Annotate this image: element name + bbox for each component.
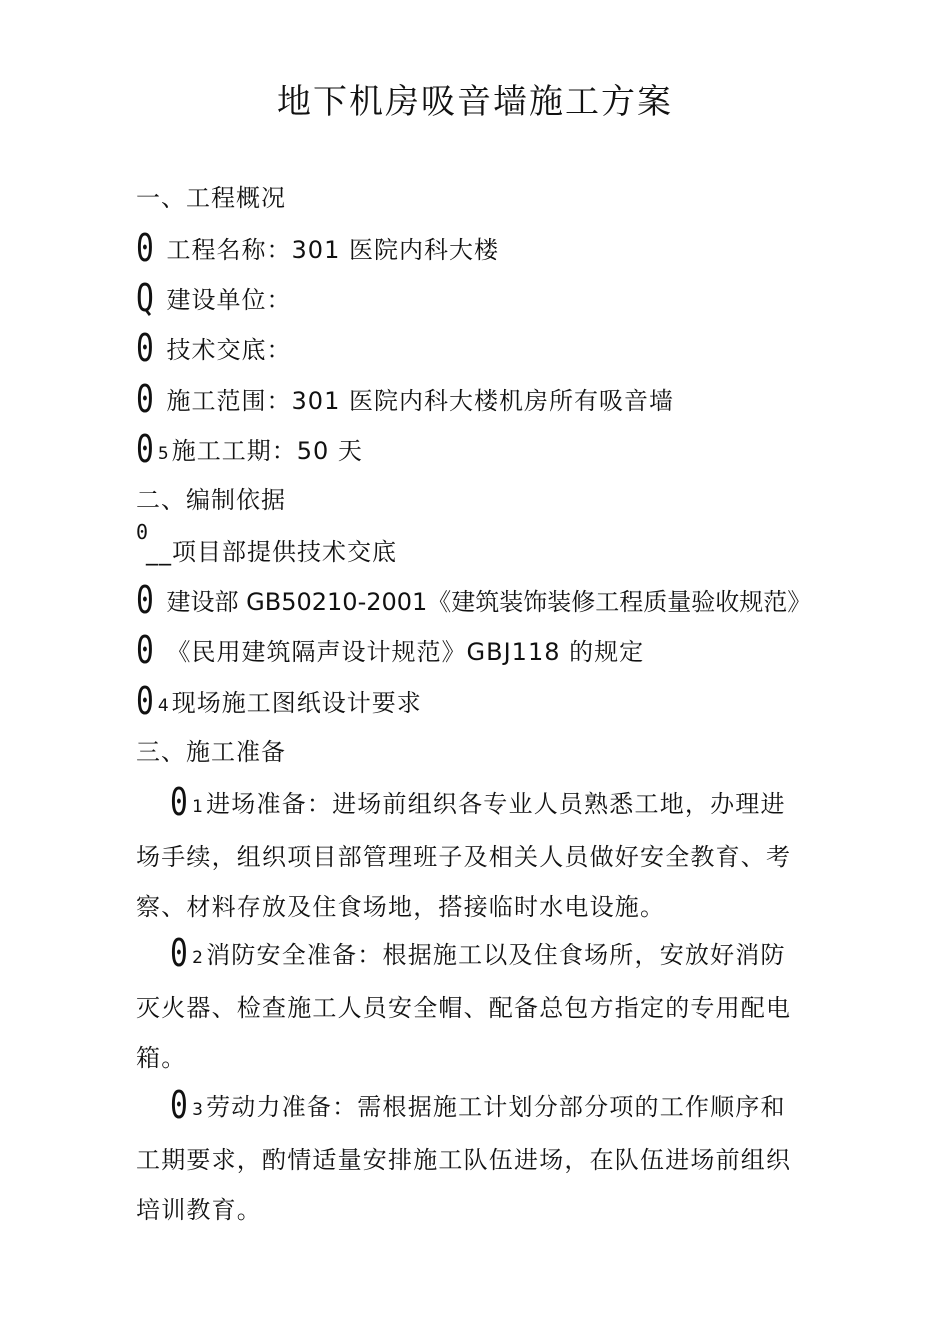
item-number: 2 (192, 948, 205, 968)
paragraph-text: 消防安全准备：根据施工以及住食场所，安放好消防灭火器、检查施工人员安全帽、配备总包方指定的专用配电箱。 (136, 941, 792, 1072)
list-item (136, 578, 812, 622)
item-number: 3 (192, 1100, 205, 1120)
item-marker: 0 (136, 628, 155, 672)
item-marker: 0 (136, 679, 155, 723)
small-marker: 0 (136, 520, 149, 544)
section-3-heading: 三、施工准备 (136, 738, 286, 766)
item-marker: Q (136, 276, 155, 320)
list-item (136, 377, 674, 421)
item-marker: 0 (170, 1083, 189, 1127)
item-text: 《民用建筑隔声设计规范》GBJ118 的规定 (166, 638, 645, 666)
list-item (136, 276, 292, 320)
list-item (136, 226, 499, 270)
item-number: 5 (157, 444, 170, 464)
item-text: 施工范围：301 医院内科大楼机房所有吸音墙 (166, 387, 674, 415)
document-title: 地下机房吸音墙施工方案 (277, 82, 673, 122)
paragraph (136, 1080, 806, 1235)
item-text: 建设部 GB50210-2001《建筑装饰装修工程质量验收规范》 (166, 588, 812, 616)
section-1-heading: 一、工程概况 (136, 184, 286, 212)
item-marker: 0 (136, 578, 155, 622)
item-text: 工程名称：301 医院内科大楼 (166, 236, 499, 264)
paragraph-text: 进场准备：进场前组织各专业人员熟悉工地，办理进场手续，组织项目部管理班子及相关人员做好安全教育、考察、材料存放及住食场地，搭接临时水电设施。 (136, 790, 792, 921)
item-marker: 0 (136, 226, 155, 270)
section-2-heading: 二、编制依据 (136, 486, 286, 514)
list-item (146, 536, 397, 568)
item-marker: 0 (136, 377, 155, 421)
item-text: __项目部提供技术交底 (146, 538, 397, 566)
item-text: 技术交底： (166, 336, 292, 364)
item-marker: 0 (170, 780, 189, 824)
item-number: 4 (157, 696, 170, 716)
item-text: 施工工期：50 天 (171, 437, 363, 465)
list-item (136, 326, 292, 370)
item-number: 1 (192, 797, 205, 817)
item-marker: 0 (136, 427, 155, 471)
list-item (136, 427, 363, 471)
paragraph (136, 928, 806, 1083)
item-marker: 0 (170, 931, 189, 975)
item-text: 现场施工图纸设计要求 (171, 689, 422, 717)
list-item (136, 679, 422, 723)
list-item (136, 628, 645, 672)
paragraph-text: 劳动力准备：需根据施工计划分部分项的工作顺序和工期要求，酌情适量安排施工队伍进场，在队伍进场前组织培训教育。 (136, 1093, 792, 1224)
item-marker: 0 (136, 326, 155, 370)
paragraph (136, 777, 806, 932)
item-text: 建设单位： (166, 286, 292, 314)
